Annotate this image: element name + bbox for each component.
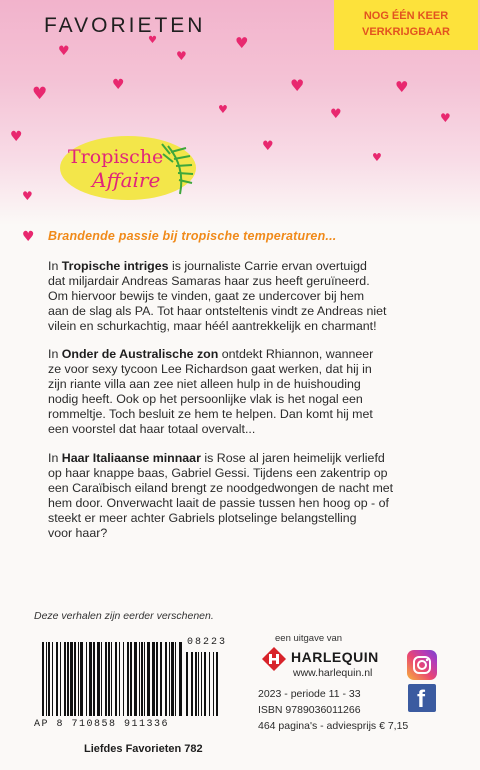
barcode-bar — [147, 642, 150, 716]
barcode-bar — [160, 642, 162, 716]
heart-icon: ♥ — [32, 84, 48, 104]
story-title: Haar Italiaanse minnaar — [61, 451, 201, 465]
barcode-bar — [201, 652, 202, 716]
instagram-icon[interactable] — [407, 650, 437, 680]
pages-price: 464 pagina's - adviesprijs € 7,15 — [258, 720, 409, 732]
barcode-bar — [101, 642, 102, 716]
heart-icon: ♥ — [372, 151, 382, 164]
barcode-number: AP 8 710858 911336 — [34, 719, 170, 730]
barcode-bar — [127, 642, 129, 716]
barcode-bar — [119, 642, 120, 716]
blurb-line: ontdekt Rhiannon, wanneer — [218, 347, 374, 361]
barcode — [34, 640, 220, 718]
series-brand: FAVORIETEN — [44, 14, 206, 37]
barcode-bar — [108, 642, 110, 716]
barcode-bar — [64, 642, 66, 716]
barcode-bar — [74, 642, 76, 716]
blurb-line: ze voor sexy tycoon Lee Richardson gaat werken, dat hij in — [48, 362, 372, 376]
barcode-bar — [209, 652, 210, 716]
barcode-bar — [134, 642, 137, 716]
heart-icon: ♥ — [262, 139, 274, 154]
barcode-bar — [60, 642, 61, 716]
blurb-line: op haar knappe baas, Gabriel Gessi. Tijdens een zakentrip op — [48, 466, 388, 480]
barcode-bar — [93, 642, 95, 716]
reprint-note: Deze verhalen zijn eerder verschenen. — [34, 610, 214, 622]
barcode-bar — [48, 642, 50, 716]
barcode-bar — [216, 652, 218, 716]
story-title: Tropische intriges — [61, 259, 169, 273]
tropische-affaire-logo — [58, 132, 202, 202]
publisher-name: HARLEQUIN — [291, 649, 379, 665]
harlequin-logo — [262, 645, 390, 681]
barcode-bar — [186, 652, 188, 716]
published-by-label: een uitgave van — [275, 633, 343, 644]
harlequin-diamond-icon — [262, 647, 286, 671]
barcode-bar — [46, 642, 47, 716]
barcode-bar — [105, 642, 107, 716]
isbn: ISBN 9789036011266 — [258, 704, 361, 716]
heart-icon: ♥ — [395, 78, 409, 96]
heart-icon: ♥ — [440, 111, 451, 125]
blurb-line: rommeltje. Toch besluit ze hem te helpen. Dan komt hij met — [48, 407, 373, 421]
blurb-prefix: In — [48, 451, 62, 465]
blurb-line: dat miljardair Andreas Samaras haar zus heeft geruïneerd. — [48, 274, 370, 288]
blurb-line: een voorstel dat haar totaal overvalt... — [48, 422, 256, 436]
heart-icon: ♥ — [10, 129, 23, 145]
barcode-bar — [97, 642, 100, 716]
barcode-bar — [152, 642, 155, 716]
series-number: Liefdes Favorieten 782 — [84, 743, 203, 755]
blurb-line: een Caraïbisch eiland brengt ze noodgedwongen de nacht met — [48, 481, 394, 495]
barcode-bar — [52, 642, 53, 716]
barcode-bar — [191, 652, 193, 716]
logo-word-2: Affaire — [92, 168, 161, 192]
badge-line-1: NOG ÉÉN KEER — [363, 10, 449, 22]
barcode-bar — [165, 642, 167, 716]
blurb-line: steekt er meer achter Gabriels plotselinge belangstelling — [48, 511, 357, 525]
barcode-bar — [130, 642, 132, 716]
blurb-line: voor haar? — [48, 526, 108, 540]
heart-icon: ♥ — [112, 77, 125, 93]
barcode-bar — [80, 642, 83, 716]
heart-icon: ♥ — [218, 103, 228, 116]
barcode-bar — [175, 642, 176, 716]
barcode-bar — [139, 642, 140, 716]
barcode-bar — [111, 642, 112, 716]
tagline: Brandende passie bij tropische temperaturen... — [48, 229, 337, 243]
barcode-bar — [115, 642, 117, 716]
story-blurb-2 — [48, 347, 458, 437]
blurb-line: nodig heeft. Ook op het persoonlijke vlak is het nogal een — [48, 392, 363, 406]
story-title: Onder de Australische zon — [61, 347, 219, 361]
barcode-bar — [89, 642, 92, 716]
heart-icon: ♥ — [290, 76, 305, 95]
blurb-line: vilein en schurkachtig, maar héél aantrekkelijk en charmant! — [48, 319, 377, 333]
barcode-bar — [144, 642, 145, 716]
blurb-line: is Rose al jaren heimelijk verliefd — [200, 451, 385, 465]
blurb-line: hem door. Onverwacht laait de passie tussen hen hoog op - of — [48, 496, 389, 510]
blurb-prefix: In — [48, 259, 62, 273]
barcode-bar — [123, 642, 124, 716]
publisher-url: www.harlequin.nl — [293, 667, 373, 679]
barcode-bar — [204, 652, 206, 716]
barcode-bar — [56, 642, 58, 716]
barcode-bar — [179, 642, 182, 716]
availability-badge — [334, 0, 478, 50]
barcode-bar — [67, 642, 69, 716]
barcode-addon-number: 08223 — [187, 637, 228, 648]
barcode-bar — [171, 642, 174, 716]
heart-icon: ♥ — [330, 107, 342, 122]
barcode-bar — [78, 642, 79, 716]
barcode-bar — [141, 642, 143, 716]
blurb-line: Om hiervoor bewijs te vinden, gaat ze undercover bij hem — [48, 289, 365, 303]
blurb-line: zijn riante villa aan zee niet alleen hulp in de huishouding — [48, 377, 361, 391]
story-blurb-3 — [48, 451, 458, 541]
barcode-bar — [213, 652, 214, 716]
barcode-bar — [156, 642, 158, 716]
barcode-bar — [198, 652, 199, 716]
story-blurb-1 — [48, 259, 458, 334]
facebook-icon[interactable]: f — [408, 684, 436, 712]
barcode-bar — [42, 642, 44, 716]
heart-icon: ♥ — [58, 44, 70, 59]
heart-icon: ♥ — [176, 49, 187, 63]
period-info: 2023 - periode 11 - 33 — [258, 688, 361, 700]
blurb-prefix: In — [48, 347, 62, 361]
blurb-line: is journaliste Carrie ervan overtuigd — [168, 259, 367, 273]
barcode-bar — [195, 652, 197, 716]
heart-icon: ♥ — [22, 189, 33, 203]
barcode-bar — [70, 642, 73, 716]
heart-icon: ♥ — [235, 34, 249, 52]
blurb-line: aan de slag als PA. Tot haar ontsteltenis vindt ze Andreas niet — [48, 304, 387, 318]
heart-icon: ♥ — [148, 35, 157, 46]
barcode-bar — [169, 642, 170, 716]
heart-icon: ♥ — [22, 229, 35, 245]
logo-word-1: Tropische — [68, 146, 164, 168]
badge-line-2: VERKRIJGBAAR — [361, 26, 450, 38]
barcode-bar — [86, 642, 87, 716]
